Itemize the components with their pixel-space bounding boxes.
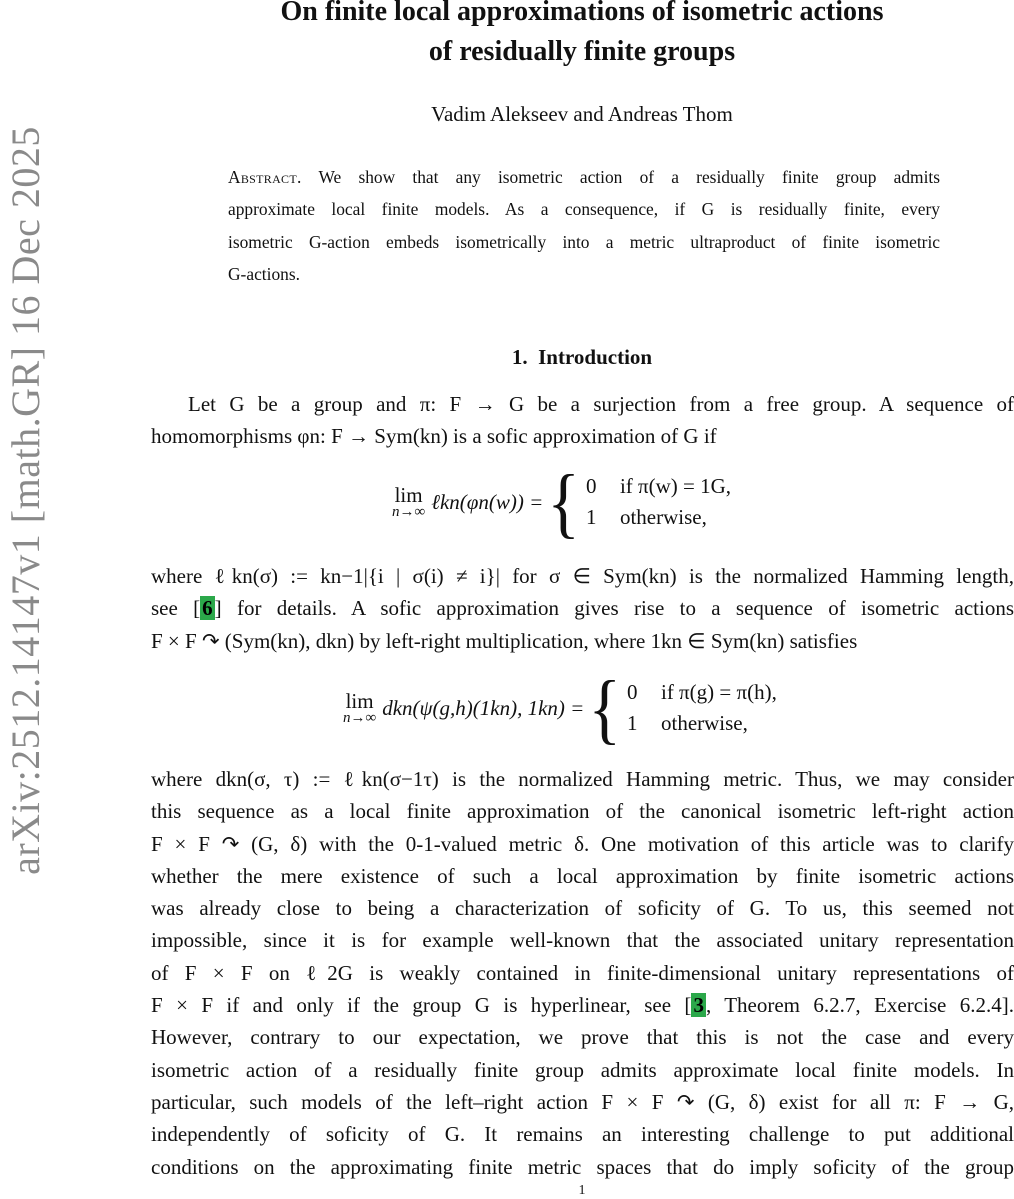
text-line: impossible, since it is for example well-known that the associated unitary representation [151, 928, 1014, 953]
text-line: was already close to being a characterization of soficity of G. To us, this seemed not [151, 896, 1014, 921]
text-line: of F × F on ℓ2G is weakly contained in finite-dimensional unitary representations of [151, 960, 1014, 985]
paper-title [150, 0, 1014, 72]
text-line: isometric action of a residually finite group admits approximate local finite models. In [151, 1057, 1014, 1082]
limit-operator: lim n→∞ [343, 689, 377, 726]
text-line: this sequence as a local finite approximation of the canonical isometric left-right action [151, 799, 1014, 824]
text-line: particular, such models of the left–right action F × F ↷ (G, δ) exist for all π: F → G, [151, 1089, 1014, 1114]
page-number: 1 [578, 1183, 586, 1198]
cases-brace: { [588, 664, 621, 752]
abstract-line: approximate local finite models. As a consequence, if G is residually finite, every [228, 199, 940, 220]
section-title: Introduction [538, 345, 653, 369]
limit-operator: lim n→∞ [392, 483, 426, 520]
abstract-label: Abstract. [228, 167, 302, 187]
abstract-line: G-actions. [228, 263, 300, 284]
abstract-line: isometric G-action embeds isometrically into a metric ultraproduct of finite isometric [228, 231, 940, 252]
text-line: homomorphisms φn: F → Sym(kn) is a sofic approximation of G if [151, 424, 717, 449]
text-line: where ℓkn(σ) := kn−1|{i | σ(i) ≠ i}| for σ ∈ Sym(kn) is the normalized Hamming length, [151, 564, 1014, 588]
paragraph-2 [151, 560, 1014, 657]
equation-1 [392, 458, 732, 546]
equation-expression: ℓkn(φn(w)) = [431, 489, 544, 514]
authors: Vadim Alekseev and Andreas Thom [431, 102, 733, 126]
text-line: F × F ↷ (Sym(kn), dkn) by left-right multiplication, where 1kn ∈ Sym(kn) satisfies [151, 628, 858, 653]
equation-2 [343, 664, 777, 752]
text-line: independently of soficity of G. It remains an interesting challenge to put additional [151, 1122, 1014, 1147]
paragraph-1 [151, 388, 1014, 453]
section-heading [150, 345, 1014, 370]
text-line: whether the mere existence of such a local approximation by finite isometric actions [151, 863, 1014, 888]
text-line: F × F if and only if the group G is hyperlinear, see [3, Theorem 6.2.7, Exercise 6.2.4]. [151, 993, 1014, 1018]
equation-cases: 0 if π(w) = 1G, 1 otherwise, [585, 474, 732, 529]
equation-cases: 0 if π(g) = π(h), 1 otherwise, [626, 680, 777, 735]
equation-expression: dkn(ψ(g,h)(1kn), 1kn) = [382, 695, 585, 720]
abstract: Abstract. We show that any isometric action of a residually finite group admits approximate local finite models. As a consequence, if G is residually finite, every isometric G-action embeds isometrically into a metric ultraproduct of finite isometric G-actions. [228, 164, 940, 293]
section-number: 1. [511, 345, 528, 369]
cases-brace: { [547, 458, 580, 546]
text-line: However, contrary to our expectation, we prove that this is not the case and every [151, 1025, 1014, 1050]
text-line: F × F ↷ (G, δ) with the 0-1-valued metric δ. One motivation of this article was to clarify [151, 831, 1014, 856]
citation-link[interactable]: 6 [202, 596, 213, 621]
text-line: see [6] for details. A sofic approximation gives rise to a sequence of isometric actions [151, 596, 1014, 621]
text-line: where dkn(σ, τ) := ℓkn(σ−1τ) is the normalized Hamming metric. Thus, we may consider [151, 767, 1014, 791]
title-line-2: of residually finite groups [428, 36, 736, 67]
citation-link[interactable]: 3 [693, 993, 704, 1018]
title-line-1: On finite local approximations of isometric actions [280, 0, 884, 27]
text-line: conditions on the approximating finite metric spaces that do imply soficity of the group [151, 1154, 1014, 1179]
text-line: Let G be a group and π: F → G be a surjection from a free group. A sequence of [188, 392, 1014, 416]
arxiv-identifier-stamp: arXiv:2512.14147v1 [math.GR] 16 Dec 2025 [2, 125, 48, 875]
paragraph-3 [151, 763, 1014, 1183]
